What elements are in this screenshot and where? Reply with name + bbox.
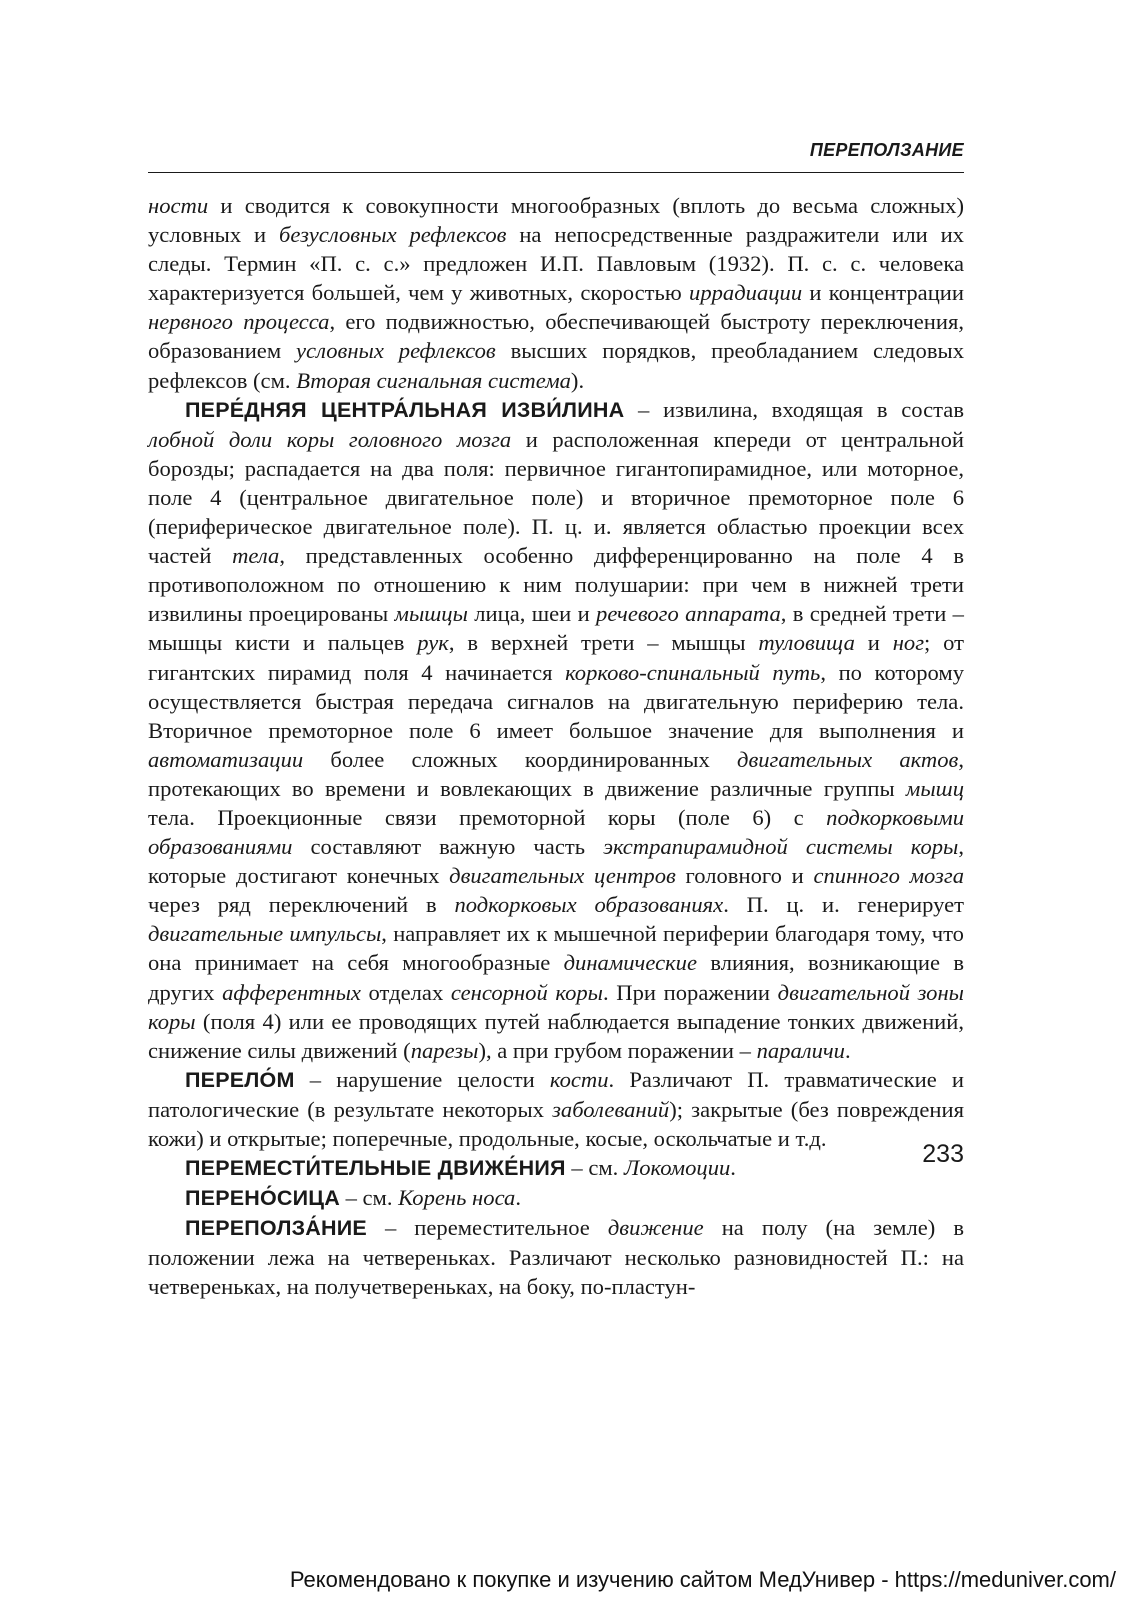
text-run: тела. Проекционные связи премоторной коры (поле 6) с — [148, 804, 827, 830]
entry-dash: – — [624, 396, 664, 422]
text-run: лица, шеи и — [467, 601, 597, 627]
italic-term: парезы — [410, 1037, 479, 1063]
italic-term: туловища — [758, 630, 855, 656]
italic-term: афферентных — [222, 979, 361, 1005]
text-run: через ряд переключений в — [148, 892, 455, 918]
text-run: см. — [588, 1155, 624, 1181]
text-run: . — [515, 1185, 521, 1211]
text-run: головного и — [675, 863, 814, 889]
text-run: ), а при грубом поражении – — [478, 1037, 757, 1063]
dictionary-entry — [148, 1065, 964, 1153]
italic-term: условных рефлексов — [296, 338, 496, 364]
text-run: на полу (на земле) в положении лежа на четвереньках. Различают несколько разновидностей П.: на четвереньках, на получетвереньках, на боку, по-пластун- — [148, 1215, 965, 1300]
dictionary-entry — [148, 395, 964, 1065]
italic-term: двигательные импульсы — [148, 921, 382, 947]
italic-term: Локомоции — [623, 1155, 731, 1181]
entry-dash: – — [565, 1155, 589, 1181]
italic-term: автоматизации — [148, 746, 304, 772]
entry-dash: – — [294, 1066, 337, 1092]
italic-term: корково-спинальный путь — [565, 659, 821, 685]
entry-headword: ПЕРЕМЕСТИ́ТЕЛЬНЫЕ ДВИЖЕ́НИЯ — [185, 1156, 566, 1181]
italic-term: безусловных рефлексов — [279, 222, 507, 248]
header-rule — [148, 172, 964, 173]
entry-list — [148, 395, 964, 1302]
italic-term: мышцы — [394, 601, 468, 627]
text-run: , по которому осуществляется быстрая передача сигналов на двигательную периферию тела. Вторичное премоторное поле 6 имеет большое значение для выполнения и — [148, 659, 965, 743]
page-number: 233 — [922, 1140, 964, 1168]
entry-dash: – — [366, 1215, 415, 1241]
italic-term: подкорковых образованиях — [454, 892, 724, 918]
italic-term: сенсорной коры — [450, 979, 603, 1005]
text-run: отделах — [360, 979, 451, 1005]
italic-term: речевого аппарата — [596, 601, 781, 627]
italic-term: двигательных центров — [449, 863, 676, 889]
text-run: более сложных координированных — [303, 746, 738, 772]
italic-term: спинного мозга — [813, 863, 964, 889]
text-run: (поля 4) или ее проводящих путей наблюдается выпадение тонких движений, снижение силы движений ( — [148, 1008, 964, 1063]
dictionary-text — [148, 191, 964, 1302]
italic-term: нервного процесса — [148, 309, 330, 335]
text-run: . При поражении — [603, 979, 778, 1005]
italic-term: лобной доли коры головного мозга — [148, 426, 512, 452]
footer-note: Рекомендовано к покупке и изучению сайтом МедУнивер - https://meduniver.com/ — [289, 1567, 1116, 1592]
text-run: . — [730, 1155, 736, 1181]
entry-dash: – — [339, 1185, 363, 1211]
text-run: переместительное — [414, 1215, 608, 1241]
text-run: , его подвижностью, обеспечивающей быстроту переключения, образованием — [148, 309, 964, 364]
italic-term: кости — [549, 1066, 609, 1092]
text-run: ; от гигантских пирамид поля 4 начинается — [148, 630, 964, 685]
text-run: ); закрытые (без повреждения кожи) и открытые; поперечные, продольные, косые, оскольчатые и т.д. — [148, 1096, 964, 1151]
italic-term: двигательных актов — [737, 746, 959, 772]
text-run: и расположенная кпереди от центральной борозды; распадается на два поля: первичное гигантопирамидное, или моторное, поле 4 (центральное двигательное поле) и вторичное премоторное поле 6 (периферическое двигательное поле). П. ц. и. является областью проекции всех частей — [148, 426, 964, 569]
italic-term: тела — [232, 543, 280, 569]
text-run: , в средней трети – мышцы кисти и пальцев — [148, 601, 964, 656]
italic-term: двигательной зоны коры — [148, 979, 964, 1034]
italic-term: параличи — [756, 1037, 845, 1063]
text-run: ). — [570, 367, 585, 393]
entry-headword: ПЕРЕ́ДНЯЯ ЦЕНТРА́ЛЬНАЯ ИЗВИ́ЛИНА — [185, 397, 625, 422]
text-run: . — [844, 1037, 851, 1063]
text-run: и — [854, 630, 893, 656]
text-run: см. — [362, 1185, 399, 1211]
text-run: , направляет их к мышечной периферии благодаря тому, что она принимает на себя многообразные — [148, 921, 964, 976]
text-run: на непосредственные раздражители или их следы. Термин «П. с. с.» предложен И.П. Павловым (1932). П. с. с. человека характеризуется большей, чем у животных, скоростью — [148, 222, 964, 306]
italic-term: рук — [417, 630, 449, 656]
entry-headword: ПЕРЕПОЛЗА́НИЕ — [185, 1216, 367, 1241]
italic-term: подкорковыми образованиями — [148, 804, 964, 860]
dictionary-entry — [148, 1213, 964, 1301]
entry-headword: ПЕРЕЛО́М — [185, 1067, 295, 1092]
italic-term: динамические — [563, 950, 697, 976]
text-run: нарушение целости — [336, 1066, 550, 1092]
text-run: извилина, входящая в состав — [663, 396, 964, 422]
italic-term: иррадиации — [689, 280, 803, 306]
italic-term: Вторая сигнальная система — [296, 367, 571, 393]
italic-term: ности — [148, 193, 209, 218]
text-run: и концентрации — [802, 280, 964, 306]
italic-term: ног — [892, 630, 925, 656]
text-run: высших порядков, преобладанием следовых рефлексов (см. — [148, 338, 964, 393]
text-run: , представленных особенно дифференцированно на поле 4 в противоположном по отношению к ним полушарии: при чем в нижней трети извилины проецированы — [148, 543, 965, 627]
running-title: ПЕРЕПОЛЗАНИЕ — [809, 140, 964, 160]
italic-term: мышц — [905, 775, 964, 801]
text-run: , которые достигают конечных — [148, 834, 964, 889]
entry-headword: ПЕРЕНО́СИЦА — [185, 1186, 340, 1211]
text-run: . П. ц. и. генерирует — [723, 892, 964, 918]
italic-term: Корень носа — [398, 1185, 516, 1211]
dictionary-entry — [148, 1183, 964, 1213]
text-run: , протекающих во времени и вовлекающих в движение различные группы — [148, 746, 964, 801]
text-run: влияния, возникающие в других — [148, 950, 964, 1005]
text-run: составляют важную часть — [292, 834, 604, 860]
italic-term: заболеваний — [552, 1096, 670, 1122]
continuation-paragraph — [148, 191, 964, 395]
text-run: и сводится к совокупности многообразных (вплоть до весьма сложных) условных и — [148, 193, 964, 248]
dictionary-entry — [148, 1153, 964, 1183]
text-run: . Различают П. травматические и патологические (в результате некоторых — [148, 1066, 964, 1122]
italic-term: экстрапирамидной системы коры — [603, 834, 959, 860]
text-run: , в верхней трети – мышцы — [448, 630, 759, 656]
italic-term: движение — [607, 1215, 704, 1241]
